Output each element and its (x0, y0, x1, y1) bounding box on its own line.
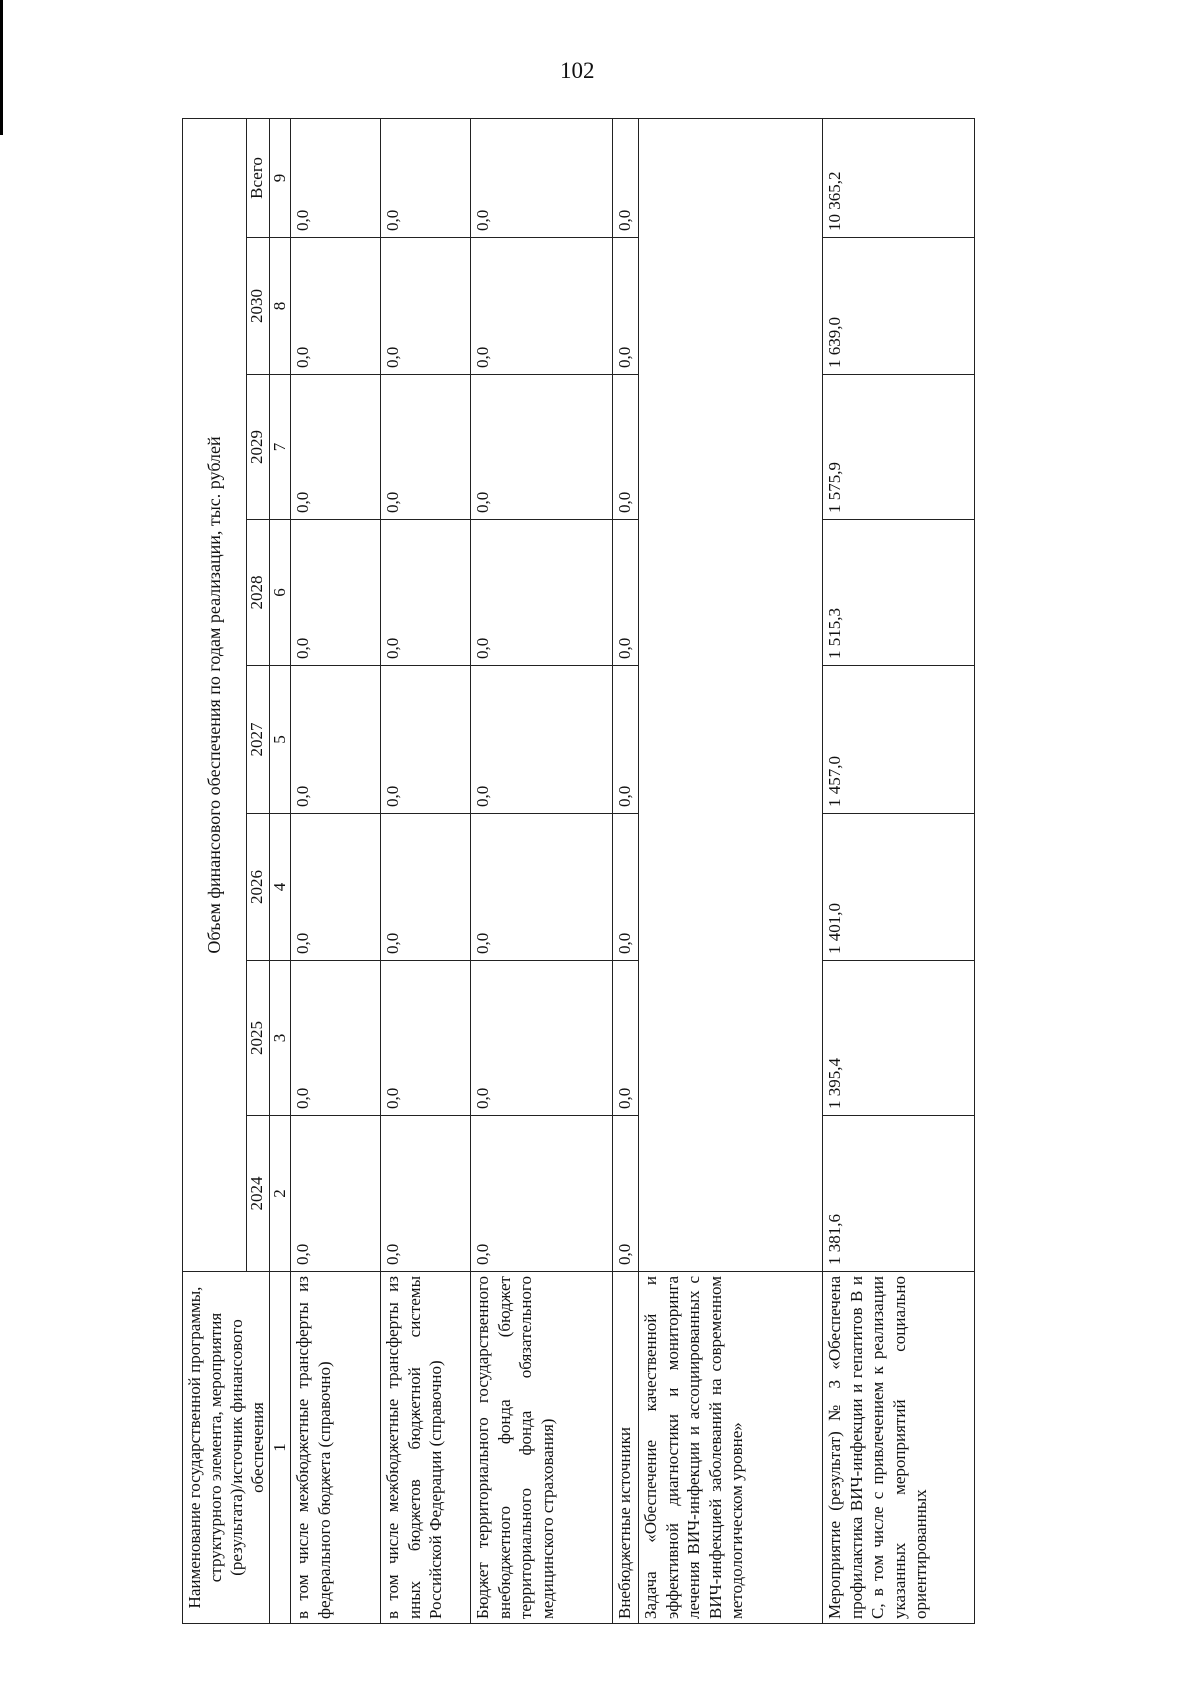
header-year: 2025 (247, 961, 270, 1116)
header-total: Всего (247, 118, 270, 237)
value-cell: 0,0 (291, 238, 381, 375)
header-year: 2026 (247, 814, 270, 961)
row-name: Внебюджетные источники (613, 1272, 639, 1624)
column-number: 5 (270, 666, 291, 814)
value-cell: 0,0 (381, 666, 471, 814)
value-cell: 0,0 (613, 1116, 639, 1272)
value-cell: 1 457,0 (823, 666, 975, 814)
financing-table (182, 118, 975, 1624)
value-cell: 0,0 (613, 961, 639, 1116)
table-row (823, 118, 975, 1623)
row-name: Мероприятие (результат) № 3 «Обеспечена профилактика ВИЧ-инфекции и гепатитов В и С, в том числе с привлечением к реализации указанных мероприятий социально ориентированных (823, 1272, 975, 1624)
value-cell: 0,0 (381, 375, 471, 520)
header-name-cell: Наименование государственной программы, структурного элемента, мероприятия (результата)/источник финансового обеспечения (183, 1272, 270, 1624)
header-year: 2028 (247, 520, 270, 666)
value-cell: 0,0 (381, 814, 471, 961)
value-cell: 0,0 (291, 118, 381, 237)
column-number: 7 (270, 375, 291, 520)
column-number: 2 (270, 1116, 291, 1272)
value-cell: 0,0 (471, 118, 613, 237)
value-cell: 0,0 (381, 118, 471, 237)
header-year: 2024 (247, 1116, 270, 1272)
value-cell: 0,0 (471, 666, 613, 814)
value-cell: 10 365,2 (823, 118, 975, 237)
header-year: 2030 (247, 238, 270, 375)
value-cell: 1 381,6 (823, 1116, 975, 1272)
value-cell: 1 515,3 (823, 520, 975, 666)
value-cell: 0,0 (291, 520, 381, 666)
value-cell: 0,0 (381, 1116, 471, 1272)
value-cell: 0,0 (381, 520, 471, 666)
value-cell: 0,0 (471, 375, 613, 520)
value-cell: 1 639,0 (823, 238, 975, 375)
value-cell: 0,0 (613, 814, 639, 961)
value-cell: 0,0 (291, 961, 381, 1116)
value-cell: 1 575,9 (823, 375, 975, 520)
scan-edge-line (0, 0, 3, 135)
value-cell: 1 395,4 (823, 961, 975, 1116)
column-number: 8 (270, 238, 291, 375)
table-row (381, 118, 471, 1623)
value-cell: 0,0 (291, 1116, 381, 1272)
column-number: 6 (270, 520, 291, 666)
table-row-task (639, 118, 823, 1623)
value-cell: 0,0 (613, 520, 639, 666)
value-cell: 0,0 (291, 375, 381, 520)
column-number: 4 (270, 814, 291, 961)
table-row (291, 118, 381, 1623)
table-row (613, 118, 639, 1623)
table-row (471, 118, 613, 1623)
value-cell: 0,0 (471, 238, 613, 375)
value-cell: 0,0 (381, 238, 471, 375)
value-cell: 0,0 (613, 666, 639, 814)
value-cell: 0,0 (381, 961, 471, 1116)
value-cell: 0,0 (471, 814, 613, 961)
column-number: 3 (270, 961, 291, 1116)
task-empty-cell (639, 118, 823, 1271)
page-number: 102 (560, 58, 595, 83)
value-cell: 0,0 (471, 961, 613, 1116)
value-cell: 0,0 (613, 238, 639, 375)
value-cell: 0,0 (291, 666, 381, 814)
header-year: 2029 (247, 375, 270, 520)
rotated-table-container (182, 119, 930, 1624)
value-cell: 0,0 (613, 118, 639, 237)
value-cell: 0,0 (291, 814, 381, 961)
value-cell: 0,0 (471, 1116, 613, 1272)
value-cell: 1 401,0 (823, 814, 975, 961)
value-cell: 0,0 (471, 520, 613, 666)
column-number: 9 (270, 118, 291, 237)
row-name: в том числе межбюджетные трансферты из федерального бюджета (справочно) (291, 1272, 381, 1624)
column-number: 1 (270, 1272, 291, 1624)
row-name: Бюджет территориального государственного внебюджетного фонда (бюджет территориального фонда обязательного медицинского страхования) (471, 1272, 613, 1624)
header-year: 2027 (247, 666, 270, 814)
header-group-cell: Объем финансового обеспечения по годам реализации, тыс. рублей (183, 118, 247, 1271)
value-cell: 0,0 (613, 375, 639, 520)
row-name: в том числе межбюджетные трансферты из иных бюджетов бюджетной системы Российской Федерации (справочно) (381, 1272, 471, 1624)
row-name: Задача «Обеспечение качественной и эффективной диагностики и мониторинга лечения ВИЧ-инфекции и ассоциированных с ВИЧ-инфекцией заболеваний на современном методологическом уровне» (639, 1272, 823, 1624)
